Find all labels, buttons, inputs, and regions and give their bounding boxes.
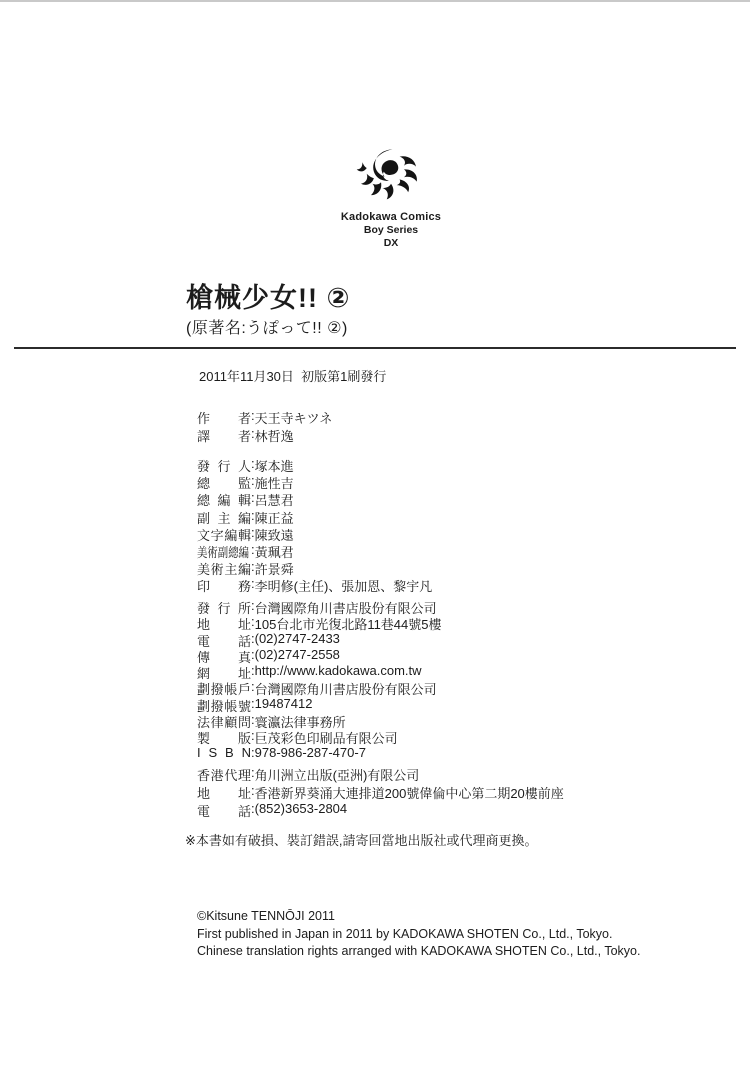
row-colon: : (251, 695, 255, 711)
row-colon: : (251, 744, 255, 760)
row-label: 美術副總編 (197, 544, 250, 560)
row-label: 劃撥帳號 (197, 698, 251, 714)
divider-rule (14, 347, 736, 349)
row-value: 黃珮君 (254, 544, 294, 560)
row-value: 林哲逸 (254, 428, 294, 444)
row-value: 塚本進 (254, 459, 294, 474)
row-label: 印務 (197, 579, 251, 595)
row-colon: : (251, 646, 255, 662)
colophon-row (197, 631, 442, 647)
row-colon: : (251, 765, 255, 780)
row-value: (02)2747-2558 (254, 646, 340, 662)
row-value: 巨茂彩色印刷品有限公司 (254, 731, 398, 747)
publisher-logo-block (337, 148, 445, 249)
colophon-row (197, 679, 442, 698)
row-colon: : (251, 456, 255, 471)
author-block (197, 408, 332, 443)
colophon-row (197, 614, 442, 633)
row-value: 李明修(主任)、張加恩、黎宇凡 (254, 579, 433, 595)
row-value: 台灣國際角川書店股份有限公司 (254, 601, 437, 616)
row-colon: : (251, 490, 255, 506)
colophon-row (197, 559, 432, 576)
colophon-row (197, 765, 564, 783)
row-label: I S B N (197, 744, 251, 760)
original-title: (原著名:うぽって!! ②) (186, 320, 348, 337)
row-colon: : (251, 614, 255, 630)
colophon-row (197, 426, 332, 444)
edition-date: 2011年11月30日 初版第1刷發行 (199, 369, 387, 384)
row-colon: : (251, 576, 255, 592)
row-label: 譯者 (197, 428, 251, 444)
row-label: 法律顧問 (197, 715, 251, 731)
row-label: 香港代理 (197, 768, 251, 783)
replacement-notice: ※本書如有破損、裝訂錯誤,請寄回當地出版社或代理商更換。 (185, 833, 538, 848)
colophon-row (197, 473, 432, 490)
row-colon: : (251, 712, 255, 728)
copyright-block (197, 908, 640, 961)
title-block (186, 283, 350, 338)
row-value: 陳致遠 (254, 527, 294, 543)
row-colon: : (251, 425, 255, 441)
row-label: 劃撥帳戶 (197, 682, 251, 698)
copyright-line: ©Kitsune TENNŌJI 2011 (197, 909, 335, 923)
logo-text-line3: DX (383, 237, 399, 249)
row-colon: : (251, 630, 255, 646)
row-label: 發行人 (197, 459, 251, 474)
row-value: 978-986-287-470-7 (254, 744, 366, 760)
copyright-line: First published in Japan in 2011 by KADOKAWA SHOTEN Co., Ltd., Tokyo. (197, 926, 613, 941)
colophon-row (197, 663, 442, 682)
colophon-row (197, 542, 432, 559)
row-label: 電話 (197, 633, 251, 649)
row-value: http://www.kadokawa.com.tw (254, 663, 422, 679)
row-value: 香港新界葵涌大連排道200號偉倫中心第二期20樓前座 (254, 786, 564, 801)
colophon-row (197, 801, 564, 819)
row-value: 天王寺キツネ (254, 411, 333, 426)
staff-block (197, 456, 432, 594)
row-value: 許景舜 (254, 562, 294, 578)
row-colon: : (251, 408, 255, 423)
row-colon: : (251, 801, 255, 816)
row-label: 地址 (197, 617, 251, 633)
row-value: 台灣國際角川書店股份有限公司 (254, 682, 437, 698)
row-value: (02)2747-2433 (254, 630, 340, 646)
row-label: 電話 (197, 804, 251, 819)
kadokawa-phoenix-icon (353, 148, 429, 208)
colophon-row (197, 696, 442, 712)
row-colon: : (251, 663, 255, 679)
row-label: 美術主編 (197, 562, 251, 578)
colophon-row (197, 490, 432, 507)
row-label: 副主編 (197, 510, 251, 526)
logo-text-line2: Boy Series (363, 224, 419, 236)
row-colon: : (251, 598, 255, 613)
logo-text-line1: Kadokawa Comics (340, 211, 442, 223)
row-value: 105台北市光復北路11巷44號5樓 (254, 617, 442, 633)
row-label: 作者 (197, 411, 251, 426)
hk-agent-block (197, 765, 564, 819)
book-title: 槍械少女!! ② (186, 283, 351, 313)
colophon-row (197, 647, 442, 663)
row-value: 陳正益 (254, 510, 294, 526)
publisher-block (197, 598, 442, 761)
colophon-row (197, 525, 432, 542)
copyright-line: Chinese translation rights arranged with KADOKAWA SHOTEN Co., Ltd., Tokyo. (197, 944, 641, 959)
row-value: 角川洲立出版(亞洲)有限公司 (254, 768, 420, 783)
row-label: 製版 (197, 731, 251, 747)
colophon-row (197, 598, 442, 614)
row-value: 呂慧君 (254, 493, 294, 509)
row-colon: : (251, 728, 255, 744)
row-colon: : (251, 559, 255, 575)
row-label: 總編輯 (197, 493, 251, 509)
row-colon: : (251, 507, 255, 523)
row-label: 文字編輯 (197, 527, 251, 543)
colophon-row (197, 456, 432, 473)
row-colon: : (251, 473, 255, 489)
row-label: 發行所 (197, 601, 251, 616)
row-value: 施性吉 (254, 476, 294, 492)
row-label: 總監 (197, 476, 251, 492)
row-label: 傳真 (197, 649, 251, 665)
row-value: 寰瀛法律事務所 (254, 715, 346, 731)
colophon-row (197, 745, 442, 761)
row-value: (852)3653-2804 (254, 801, 348, 816)
colophon-row (197, 783, 564, 801)
row-label: 網址 (197, 666, 251, 682)
row-label: 地址 (197, 786, 251, 801)
row-colon: : (251, 783, 255, 798)
colophon-row (197, 712, 442, 731)
row-value: 19487412 (254, 695, 313, 711)
colophon-row (197, 728, 442, 747)
row-colon: : (251, 524, 255, 540)
colophon-row (197, 408, 332, 426)
colophon-row (197, 576, 432, 593)
row-colon: : (251, 541, 255, 557)
colophon-row (197, 508, 432, 525)
row-colon: : (251, 679, 255, 695)
